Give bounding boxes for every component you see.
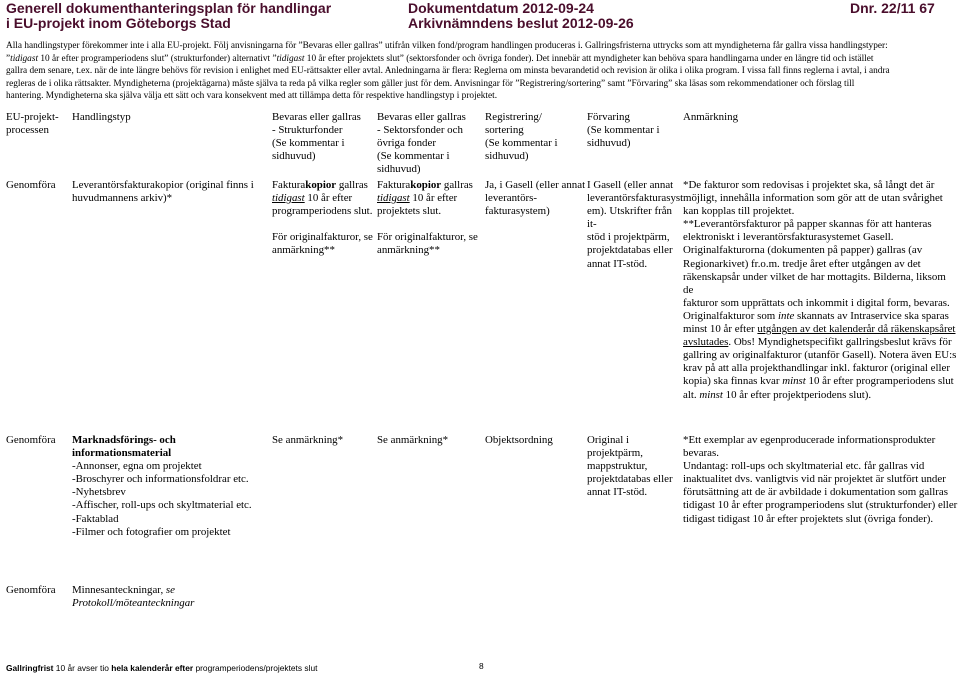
decision-date: Arkivnämndens beslut 2012-09-26 [408, 15, 634, 31]
intro-text [6, 40, 952, 103]
emphasis: se [165, 584, 175, 596]
emphasis: minst [699, 388, 723, 401]
intro-line-5: hantering. Myndigheterna ska själva välja ett sätt och vara konsekvent med att tillämpa detta för respektive handlingstyp i projektet. [6, 91, 498, 101]
text: 10 år efter programperiodens slut. [272, 192, 373, 218]
intro-line-2 [6, 53, 952, 66]
row1-registration: Ja, i Gasell (eller annat leverantörs- fakturasystem) [485, 179, 586, 218]
intro-line-4: regleras de i olika rättsakter. Myndigheterna (projektägarna) måste själva ta reda på vilka regler som gäller just för dem. Anvisningar för ”Registrering/sortering” samt ”Förvaring” ska läsas som rekommendationer och förslag till [6, 78, 855, 89]
intro-line-1: Alla handlingstyper förekommer inte i alla EU-projekt. Följ anvisningarna för ”Bevaras eller gallras” utifrån vilken fond/program handlingen produceras i. Gallringsfristerna uttrycks som att myndigheterna får gallra vissa handlingstyper: [6, 41, 888, 51]
row2-process: Genomföra [6, 434, 56, 446]
text: Faktura [377, 179, 411, 191]
doc-title: Generell dokumenthanteringsplan för handlingar [6, 0, 332, 16]
emphasis: Protokoll/möteanteckningar [72, 597, 195, 610]
bold-text: kopior [305, 179, 337, 191]
doc-number: Dnr. 22/11 67 [850, 0, 935, 16]
text: Faktura [272, 179, 306, 191]
row1-structural [272, 179, 375, 258]
emphasis: tidigast [377, 192, 410, 205]
bold-text: kopior [410, 179, 442, 191]
text: Minnesanteckningar, [72, 584, 166, 596]
emphasis: tidigast [10, 53, 39, 64]
row1-sector [377, 179, 482, 258]
doc-date: Dokumentdatum 2012-09-24 [408, 0, 594, 16]
emphasis: inte [777, 309, 795, 322]
intro-line-3: gallra dem senare, t.ex. när de inte längre behövs för revision i enlighet med EU-rättsakter eller avtal. Anledningarna är flera: Reglerna om minsta bevarandetid och revision är olika i olika program. I vissa fall finns reglerna i avtal, i andra [6, 66, 890, 76]
header-storage: Förvaring (Se kommentar i sidhuvud) [587, 111, 660, 150]
row2-remarks: *Ett exemplar av egenproducerade informationsprodukter bevaras. Undantag: roll-ups och skyltmaterial etc. får gallras vid inaktualitet dvs. vanligtvis vid när projektet är slutfört under förutsättning att de är avbildade i dokumentation som gallras tidigast 10 år efter programperiodens slut (strukturfonder) eller tidigast tidigast 10 år efter projektets slut (övriga fonder). [683, 434, 958, 525]
header-remarks: Anmärkning [683, 111, 739, 123]
row2-registration: Objektsordning [485, 434, 553, 446]
emphasis: tidigast [272, 192, 305, 205]
row2-structural: Se anmärkning* [272, 434, 344, 446]
intro-text-span: 10 år efter programperiodens slut” (strukturfonder) alternativt ” [38, 53, 277, 64]
row3-process: Genomföra [6, 584, 56, 596]
text: . Obs! Myndighetspecifikt gallringsbeslut krävs för gallring av originalfakturor (utanför Gasell). Notera även EU:s krav på att alla projekthandlingar inkl. fakturor (original eller kopia) ska finnas kvar [683, 336, 957, 388]
header-registration: Registrering/ sortering (Se kommentar i sidhuvud) [485, 111, 558, 163]
text: 10 år efter programperiodens slut alt. [683, 375, 954, 401]
header-process: EU-projekt- processen [6, 111, 59, 137]
row1-process: Genomföra [6, 179, 56, 191]
text: 10 år efter projektperiodens slut). [722, 388, 872, 401]
bold-text: hela kalenderår efter [111, 663, 194, 673]
bold-text: Marknadsförings- och informationsmaterial [72, 434, 176, 460]
row2-sector: Se anmärkning* [377, 434, 449, 446]
text: programperiodens/projektets slut [193, 663, 318, 673]
row2-storage: Original i projektpärm, mappstruktur, projektdatabas eller annat IT-stöd. [587, 434, 673, 499]
underlined-text: utgången av det kalenderår då räkenskapsåret [757, 323, 956, 336]
text: *De fakturor som redovisas i projektet ska, så långt det är möjligt, innehålla information som gör att de utan svårighet kan kopplas till projektet. **Leverantörsfakturor på papper skannas för att hanteras elektroniskt i leverantörsfakturasystemet Gasell. Originalfakturorna (dokumenten på papper) gallras (av Regionarkivet) fr.o.m. tredje året efter utgången av det räkenskapsår under vilket de har mottagits. Bilderna, liksom de fakturor som upprättats och inkommit i digital form, bevaras. Originalfakturor som [683, 179, 950, 322]
emphasis: minst [782, 375, 806, 388]
text: För originalfakturor, se anmärkning** [272, 231, 373, 257]
row1-document-type: Leverantörsfakturakopior (original finns i huvudmannens arkiv)* [72, 179, 254, 205]
emphasis: tidigast [276, 53, 305, 64]
row1-storage: I Gasell (eller annat leverantörsfakturasyst em). Utskrifter från it- stöd i projektpärm, projektdatabas eller annat IT-stöd. [587, 179, 684, 270]
bold-text: Gallringfrist [6, 663, 54, 673]
text: 10 år efter projektets slut. [377, 192, 458, 218]
row3-document-type [72, 584, 267, 610]
header-structural-funds: Bevaras eller gallras - Strukturfonder (Se kommentar i sidhuvud) [272, 111, 361, 163]
quote: ” [6, 53, 11, 64]
footer-note [6, 663, 317, 673]
text: gallras [336, 179, 368, 191]
page-number: 8 [479, 661, 484, 671]
doc-subtitle: i EU-projekt inom Göteborgs Stad [6, 15, 231, 31]
underlined-text: avslutades [683, 336, 729, 349]
text: skannats av Intraservice ska sparas minst 10 år efter [683, 309, 949, 336]
row2-document-type [72, 434, 267, 539]
header-sector-funds: Bevaras eller gallras - Sektorsfonder och övriga fonder (Se kommentar i sidhuvud) [377, 111, 466, 176]
row1-remarks [683, 179, 958, 402]
item-list: -Annonser, egna om projektet -Broschyrer och informationsfoldrar etc. -Nyhetsbrev -Affischer, roll-ups och skyltmaterial etc. -Faktablad -Filmer och fotografier om projektet [72, 460, 252, 538]
text: För originalfakturor, se anmärkning** [377, 231, 478, 257]
header-document-type: Handlingstyp [72, 111, 131, 123]
text: 10 år avser tio [53, 663, 112, 673]
intro-text-span: 10 år efter projektets slut” (sektorsfonder och övriga fonder). Det innebär att myndigheter kan behöva spara handlingarna under en längre tid och istället [304, 53, 874, 64]
text: gallras [441, 179, 473, 191]
